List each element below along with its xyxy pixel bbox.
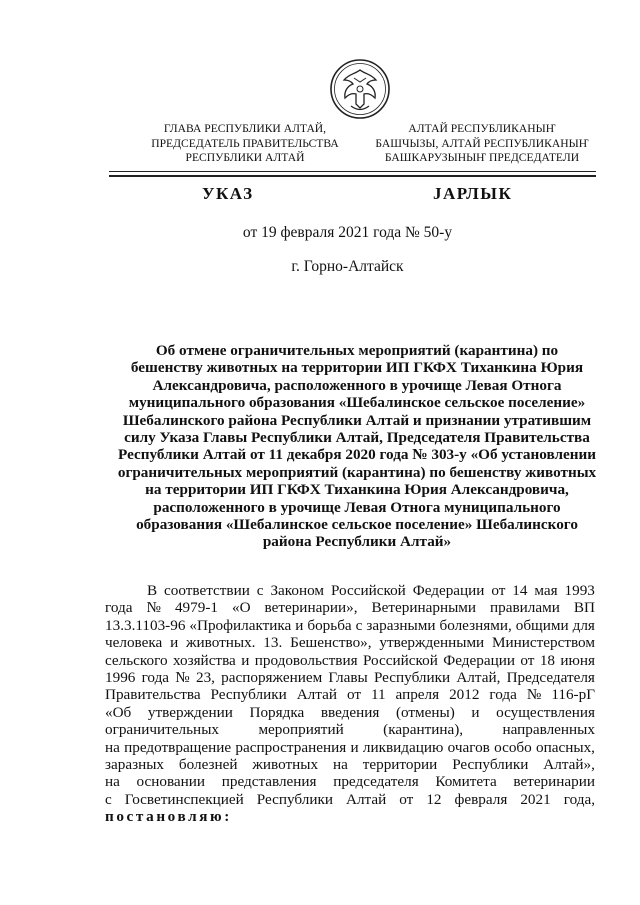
body-word: 4979-1 — [174, 599, 218, 617]
body-word: Главы — [328, 669, 368, 687]
body-word: для — [572, 616, 595, 634]
body-word: ограничительных — [105, 721, 219, 739]
body-word: Ветеринарными — [371, 599, 477, 617]
body-line — [105, 791, 595, 808]
coat-of-arms-icon — [329, 58, 391, 120]
body-word: распоряжением — [221, 669, 323, 687]
body-line — [105, 773, 595, 790]
decree-word: постановляю: — [105, 808, 232, 826]
body-word: хозяйства — [172, 651, 236, 669]
body-word: года, — [563, 790, 595, 808]
document-city: г. Горно-Алтайск — [291, 258, 404, 275]
body-word: (карантина), — [383, 721, 464, 739]
body-word: осуществления — [496, 703, 595, 721]
body-word: Министерством — [492, 634, 595, 652]
body-word: 13.3.1103-96 — [105, 616, 186, 634]
body-word: 2021 — [520, 790, 551, 808]
title-line: муниципального образования «Шебалинское сельское поселение» — [128, 394, 586, 412]
body-word: предотвращение — [124, 738, 232, 756]
body-word: Алтай», — [543, 756, 595, 774]
body-word: основании — [136, 773, 206, 791]
body-word: на — [332, 756, 348, 774]
body-line — [105, 669, 595, 686]
body-word: № — [146, 599, 161, 617]
body-word: № — [175, 669, 190, 687]
body-line — [105, 652, 595, 669]
body-word: 11 — [370, 686, 386, 704]
body-word: общими — [515, 616, 569, 634]
body-line — [105, 582, 595, 599]
body-word: от — [520, 651, 535, 669]
body-word: февраля — [454, 790, 508, 808]
title-line: образования «Шебалинское сельское поселение» Шебалинского — [136, 516, 578, 534]
body-word: представления — [221, 773, 317, 791]
body-word: Республики — [256, 790, 333, 808]
header-divider-thin — [109, 171, 596, 172]
body-word: Федерации — [443, 651, 515, 669]
body-word: и — [241, 651, 250, 669]
body-word: особо — [494, 738, 532, 756]
body-word: заразных — [105, 756, 164, 774]
title-line: Александровича, расположенного в урочище Левая Отнога — [152, 376, 562, 394]
body-word: председателя — [333, 773, 419, 791]
body-word: распространения — [235, 738, 347, 756]
body-word: и — [295, 616, 304, 634]
title-line: Об отмене ограничительных мероприятий (карантина) по — [155, 342, 559, 359]
header-right-block — [342, 122, 622, 166]
header-right-line: БАШКАРУЗЫНЫҤ ПРЕДСЕДАТЕЛИ — [384, 151, 580, 165]
document-title — [117, 342, 597, 551]
body-word: животных. — [186, 634, 256, 652]
body-word: заразными — [366, 616, 436, 634]
body-word: утвержденными — [379, 634, 485, 652]
title-line: на территории ИП ГКФХ Тиханкина Юрия Александровича, — [145, 481, 569, 499]
body-word: 13. — [263, 634, 283, 652]
title-line: расположенного в урочище Левая Отнога муниципального — [153, 498, 561, 516]
body-word: мая — [534, 582, 558, 599]
header-right-line: АЛТАЙ РЕСПУБЛИКАНЫҤ — [408, 122, 556, 135]
body-word: «О — [231, 599, 251, 617]
body-line — [105, 634, 595, 651]
body-word: Республики — [373, 669, 451, 687]
body-word: 1993 — [564, 582, 595, 599]
body-word: сельского — [105, 651, 168, 669]
body-word: Республики — [452, 756, 529, 774]
title-line: района Республики Алтай» — [262, 533, 452, 551]
body-word: на — [105, 773, 120, 791]
body-word: 14 — [512, 582, 528, 599]
body-word: животных — [252, 756, 319, 774]
body-word: года — [105, 599, 133, 617]
body-word: с — [105, 790, 112, 808]
body-word: очагов — [447, 738, 490, 756]
body-word: на — [105, 738, 120, 756]
header-left-line: РЕСПУБЛИКИ АЛТАЙ — [185, 151, 305, 165]
body-word: 1996 — [105, 669, 136, 687]
body-word: Комитета — [435, 773, 497, 791]
title-line: ограничительных мероприятий (карантина) по бешенству животных — [117, 463, 597, 481]
body-word: борьба — [307, 616, 352, 634]
body-paragraph — [105, 582, 595, 826]
body-word: июня — [560, 651, 595, 669]
body-word: соответствии — [164, 582, 250, 599]
title-line: Шебалинского района Республики Алтай и признании утратившим — [122, 411, 592, 429]
body-word: территории — [362, 756, 438, 774]
body-word: от — [491, 582, 506, 599]
body-line — [105, 617, 595, 634]
body-line — [105, 686, 595, 703]
body-word: года — [489, 686, 517, 704]
body-word: утверждении — [147, 703, 233, 721]
body-word: Федерации — [412, 582, 485, 599]
document-date-number: от 19 февраля 2021 года № 50-у — [242, 224, 453, 241]
body-word: Бешенство», — [290, 634, 372, 652]
body-word: Госветинспекцией — [124, 790, 244, 808]
body-word: 12 — [426, 790, 442, 808]
body-word: с — [355, 616, 363, 634]
body-word: «Профилактика — [189, 616, 292, 634]
body-word: Законом — [270, 582, 325, 599]
body-word: «Об — [105, 703, 132, 721]
body-word: мероприятий — [258, 721, 344, 739]
body-word: и — [350, 738, 359, 756]
body-word: Алтай — [296, 686, 337, 704]
header-left-line: ГЛАВА РЕСПУБЛИКИ АЛТАЙ, — [163, 122, 327, 135]
body-word: от — [399, 790, 414, 808]
body-word: введения — [320, 703, 380, 721]
body-line — [105, 739, 595, 756]
header-left-block — [110, 122, 380, 166]
title-line: силу Указа Главы Республики Алтай, Председателя Правительства — [124, 429, 590, 447]
header-left-line: ПРЕДСЕДАТЕЛЬ ПРАВИТЕЛЬСТВА — [151, 136, 339, 150]
body-word: года — [141, 669, 170, 687]
body-word: ветеринарии», — [264, 599, 358, 617]
body-word: от — [346, 686, 361, 704]
body-word: болезней — [178, 756, 238, 774]
body-word: 2012 — [449, 686, 480, 704]
body-word: Правительства — [105, 686, 201, 704]
body-word: 23, — [195, 669, 215, 687]
body-line — [105, 756, 595, 773]
doc-type-russian: УКАЗ — [202, 184, 254, 203]
body-word: В — [147, 582, 158, 599]
body-line — [105, 704, 595, 721]
body-word: 116-рГ — [551, 686, 595, 704]
body-word: Алтай — [346, 790, 387, 808]
header-right-line: БАШЧЫЗЫ, АЛТАЙ РЕСПУБЛИКАНЫҤ — [375, 136, 589, 150]
body-word: ветеринарии — [513, 773, 595, 791]
body-word: правилами — [490, 599, 560, 617]
body-word: Российской — [330, 582, 406, 599]
body-word: продовольствия — [254, 651, 358, 669]
header-divider-thick — [109, 175, 596, 177]
body-word: 18 — [539, 651, 555, 669]
body-word: Республики — [210, 686, 287, 704]
body-word: № — [526, 686, 542, 704]
body-word: направленных — [502, 721, 595, 739]
doc-type-altai: JАРЛЫК — [433, 184, 513, 203]
body-word: и — [471, 703, 480, 721]
body-line — [105, 599, 595, 616]
body-word: ликвидацию — [362, 738, 444, 756]
body-line-decree — [105, 808, 595, 825]
body-word: человека — [105, 634, 163, 652]
title-line: бешенству животных на территории ИП ГКФХ Тиханкина Юрия — [130, 359, 584, 377]
body-word: Российской — [362, 651, 438, 669]
body-word: Алтай, — [456, 669, 501, 687]
body-word: опасных, — [536, 738, 595, 756]
title-line: Республики Алтай от 11 декабря 2020 года № 303-у «Об установлении — [118, 446, 596, 464]
body-line — [105, 721, 595, 738]
body-word: Порядка — [249, 703, 305, 721]
body-word: ВП — [573, 599, 595, 617]
body-word: с — [256, 582, 264, 599]
body-word: и — [170, 634, 179, 652]
body-word: Председателя — [506, 669, 595, 687]
body-word: апреля — [395, 686, 440, 704]
body-word: (отмены) — [395, 703, 455, 721]
body-word: болезнями, — [439, 616, 512, 634]
